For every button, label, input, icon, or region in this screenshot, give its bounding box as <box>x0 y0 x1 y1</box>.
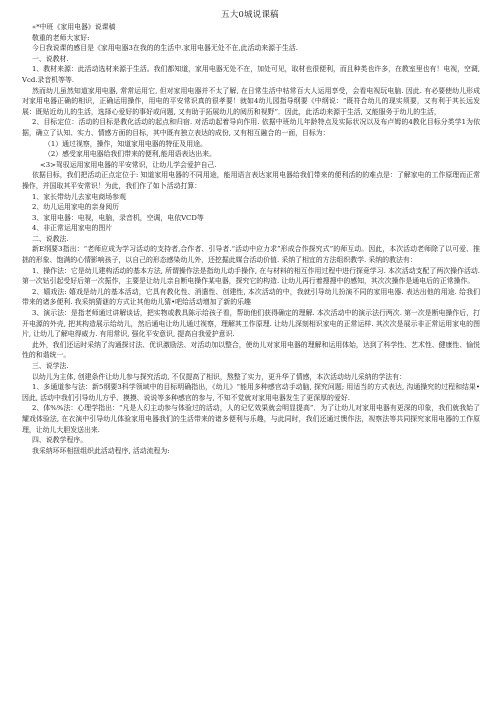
paragraph: 以幼儿为主体, 创建条件让幼儿参与探究活动, 不仅提高了相识，熬整了实力，更升华了情感，本次活动幼儿采纳的学法有： <box>32 372 406 381</box>
paragraph: 2、目标定位：活动的目标是教化活动的起点和归宿. 对活动起着导向作用. 依据中班幼儿年龄特点及实际状况以及布卢姆的4教化目标分类学1为依据，确立了认知、实力、情感方面的目标，其中既有独立表达的成份, 又有相互融合的一面，目标为： <box>22 118 480 137</box>
paragraph: 1、操作法：它是幼儿建构活动的基本方法, 所谓操作法是指幼儿动手操作, 在与材料的相互作用过程中进行探竟学习. 本次活动支配了两次操作活动. 第一次钻引起受好后第一次振作，主要是让幼儿亲自断电操作某电器，探究它的构造. 让幼儿再行着搜搜中的感知，其次次操作是通电后的正常操作。 <box>22 266 480 286</box>
paragraph: 3、演示法：是指老师通过讲解谈话，把实物或教具陈示给孩子看，帮助他们获得确定的理解. 本次活动中的演示法行两次. 第一次是断电操作后，打开电源的外壳, 把其构造展示给幼儿，然后通电让幼儿通过视察，理解其工作原理. 让幼儿深刻相识家电的正常运样. 其次次是展示非正常运用家电的图片, 让幼儿了解电得威力. 有用常识, 强化平安意识, 提高自我爱护意识. <box>22 309 480 339</box>
list-item: 1、家长带幼儿去家电商场参观 <box>32 192 126 201</box>
paragraph: 新E纲要3指出：“老师应成为学习活动的支持者,合作者、引导者.“活动中应力求”形成合作探究式”的师互动。因此，本次活动老师除了以可爱、推拙的形象、饱满的心情影响孩子，以自己的形态感染幼儿外，还挖掘此媒合活动价值. 采纳了相宜的方法组织教学. 采纳的教法有： <box>22 245 480 265</box>
goal-item: （1）通过视察，操作，知道家用电器的特征及用途。 <box>44 139 207 148</box>
paragraph: 今日我说课的感目是《家用电器3在我的的生活中.家用电器无处不在,此活动来源于生活. <box>32 44 298 53</box>
goal-item: <3>驾驭运用家用电器的平安常识，让幼儿学会爱护自己. <box>40 160 217 169</box>
goal-item: （2）感受家用电器给我们带来的便利,能用语表达出来。 <box>44 150 216 159</box>
paragraph: 2、嬉戏法: 嬉戏是幼儿的基本活动，它具有教化性、消遣性、创建性, 本次活动的中，我就引导幼儿扮演不同的家用电器. 表达出他的用途. 给我们带来的诸多便利. 我采纳猜谜的方式让其他幼儿猜•吧给活动增加了新的乐趣 <box>22 287 480 307</box>
paragraph: «*中班《家用电器》说课稿 <box>32 23 116 31</box>
section-heading: 二、说教法. <box>32 234 69 243</box>
list-item: 3、家用电器：电视，电脑，录音机，空调，电依VCD等 <box>32 213 204 222</box>
paragraph: 敬重的老师大家好: <box>32 33 90 42</box>
document-body <box>22 22 480 456</box>
list-item: 2、幼儿运用家电的亲身阅历 <box>32 203 120 212</box>
paragraph: 依据目标，我们把活动正点定位于: 知道家用电器的不同用途，能用语言表达家用电器给我们带来的便利活的的难点是：了解家电的工作原理而正常操作，并国取其平安常识！为此，我们作了如卜活动打算： <box>22 171 480 190</box>
section-heading: 一、说教材. <box>32 54 69 63</box>
list-item: 4、非正常运用家电的图片 <box>32 224 113 233</box>
section-heading: 三、说学法. <box>32 362 69 370</box>
paragraph: 2、体%%法：心理学指出：“凡是人幻主动参与体验过的活动，人的记忆效果就会明显提高”．为了让幼儿对家用电器有更深的印象，我们就我始了耀戏体验法, 在衣演中引导幼儿体验家用电器我们的生活带来的诸多便利与乐趣，与此同时，我们还通过懊作法，视察法等共同探究家用电器的工作原理，让幼儿大胆发送出来. <box>22 404 480 434</box>
section-heading: 四、说教学程序。 <box>32 436 88 445</box>
document-title: 五大0城说课稿 <box>221 9 279 19</box>
paragraph: 然而幼儿虽然知道家用电器, 常常运用它, 但对家用电器并不太了解, 在日常生活中牯常百大人运用享受，会看电视玩电脑. 因此. 有必要使幼儿形成对家用电器正确的相识，正确运用操作，用电的平安常识真的很孝要！就如4幼儿园指导纲要《中纲说：“既符合幼儿的现实须要，又有利于其长远发展：既贴近幼儿的生活，选择心爱好的事好或问题, 又有助于拓展幼儿的阅历和视野”．因此，此活动来源于生活, 又能服务于幼儿的生活， <box>22 86 480 116</box>
paragraph: 1、教材来源：此活动选材来源于生活。我们都知道，家用电器无处不在，加处可见，取材也很便利，而且种类也许多，在教室里也有！电视，空调, Vcd.录音机等等. <box>22 65 480 84</box>
paragraph: 此外，我们还运时采纳了沟通探讨法、优识激励法、对活动加以整合，使幼儿对家用电器的理解和运用体始，达到了科学性、艺术性、健康性、愉悦性的和谐统一。 <box>22 340 480 360</box>
paragraph: 1、多通道参与法：新5纲要3科学领域中的目标明确指出，《幼儿》“能用多种感官动手动脑, 探究问题; 用适当的方式表达, 沟通操究的过程和结果•因此, 活动中我们引导幼儿方乎、摸摸、说说等多种感官的参与, 不知不觉就对家用电器发生了更深厚的爱好. <box>22 383 480 402</box>
paragraph: 我采纳环环相扭组织此活动程序, 活动流程为: <box>32 446 170 455</box>
